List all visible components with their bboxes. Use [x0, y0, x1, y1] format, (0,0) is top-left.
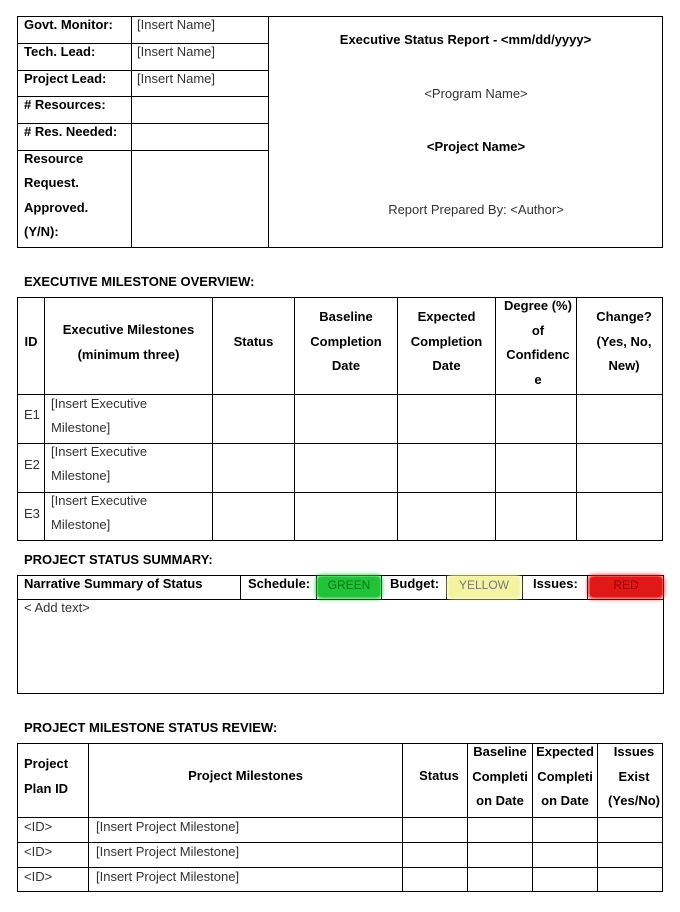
- col-header-line: Baseline: [473, 744, 527, 759]
- col-header-change: [577, 305, 671, 379]
- col-header-plan-id: [24, 752, 88, 801]
- review-row-milestone[interactable]: [Insert Project Milestone]: [96, 844, 240, 859]
- review-row-milestone[interactable]: [Insert Project Milestone]: [96, 819, 240, 834]
- review-row-id: <ID>: [24, 819, 53, 834]
- report-title: Executive Status Report - <mm/dd/yyyy>: [339, 32, 592, 47]
- add-text-field[interactable]: < Add text>: [24, 600, 90, 615]
- exec-milestone-heading: EXECUTIVE MILESTONE OVERVIEW:: [24, 274, 255, 289]
- col-header-issues-exist: [598, 740, 670, 814]
- divider: [522, 575, 523, 599]
- divider: [17, 599, 664, 600]
- cell-line: [Insert Executive: [51, 444, 148, 459]
- resource-request-label-2: Request.: [24, 175, 79, 190]
- exec-row-id: E3: [24, 506, 40, 521]
- divider: [381, 575, 382, 599]
- exec-row-milestone[interactable]: [51, 489, 147, 537]
- col-header-expected: [533, 740, 597, 814]
- narrative-label: Narrative Summary of Status: [24, 576, 203, 591]
- col-header-line: Expected: [417, 309, 476, 324]
- cell-line: Milestone]: [51, 420, 111, 435]
- cell-line: [Insert Executive: [51, 396, 148, 411]
- col-header-line: of: [531, 322, 545, 338]
- program-name[interactable]: <Program Name>: [424, 86, 528, 101]
- cell-line: [Insert Executive: [51, 493, 148, 508]
- col-header-status: Status: [419, 768, 459, 783]
- col-header-line: Project: [24, 756, 69, 771]
- project-lead-value[interactable]: [Insert Name]: [137, 71, 216, 86]
- milestone-review-heading: PROJECT MILESTONE STATUS REVIEW:: [24, 720, 278, 735]
- govt-monitor-value[interactable]: [Insert Name]: [137, 17, 216, 32]
- review-row-id: <ID>: [24, 869, 53, 884]
- prepared-by[interactable]: Report Prepared By: <Author>: [388, 202, 564, 217]
- col-header-degree: [496, 294, 580, 392]
- col-header-line: New): [608, 358, 640, 373]
- col-header-baseline: [468, 740, 532, 814]
- resources-label: # Resources:: [24, 97, 106, 112]
- col-header-baseline: [295, 305, 397, 379]
- exec-row-milestone[interactable]: [51, 392, 147, 440]
- col-header-line: Completi: [472, 768, 528, 784]
- res-needed-label: # Res. Needed:: [24, 124, 118, 139]
- cell-line: Milestone]: [51, 517, 111, 532]
- col-header-line: Date: [331, 358, 361, 373]
- col-header-line: (Yes, No,: [596, 333, 652, 349]
- col-header-line: (Yes/No): [607, 793, 660, 808]
- col-header-status: Status: [233, 334, 274, 349]
- col-header-line: Issues: [613, 744, 655, 759]
- project-lead-label: Project Lead:: [24, 71, 107, 86]
- budget-status-badge[interactable]: YELLOW: [449, 577, 519, 597]
- col-header-line: Exist: [618, 768, 650, 784]
- col-header-line: Baseline: [319, 309, 373, 324]
- schedule-status-badge[interactable]: GREEN: [318, 577, 380, 597]
- tech-lead-label: Tech. Lead:: [24, 44, 96, 59]
- col-header-line: Degree (%): [504, 298, 572, 313]
- divider: [240, 575, 241, 599]
- divider: [131, 16, 132, 248]
- divider: [17, 867, 663, 868]
- exec-row-id: E1: [24, 407, 40, 422]
- col-header-line: Date: [432, 358, 461, 373]
- col-header-line: Completion: [310, 333, 382, 349]
- resource-request-label-1: Resource: [24, 151, 84, 166]
- col-header-line: Completion: [410, 333, 483, 349]
- issues-label: Issues:: [533, 576, 578, 591]
- divider: [446, 575, 447, 599]
- exec-row-id: E2: [24, 457, 40, 472]
- col-header-line: Executive Milestones: [62, 322, 195, 337]
- col-header-line: e: [534, 371, 542, 387]
- divider: [316, 575, 317, 599]
- divider: [587, 575, 588, 599]
- col-header-line: Expected: [536, 744, 594, 759]
- col-header-expected: [398, 305, 495, 379]
- project-name[interactable]: <Project Name>: [426, 139, 526, 154]
- review-row-milestone[interactable]: [Insert Project Milestone]: [96, 869, 240, 884]
- govt-monitor-label: Govt. Monitor:: [24, 17, 113, 32]
- col-header-project-milestones: Project Milestones: [188, 768, 303, 783]
- review-row-id: <ID>: [24, 844, 53, 859]
- col-header-line: Completi: [537, 768, 593, 784]
- col-header-line: Confidenc: [506, 347, 570, 362]
- col-header-id: ID: [24, 334, 38, 349]
- issues-status-badge[interactable]: RED: [590, 577, 662, 597]
- exec-row-milestone[interactable]: [51, 440, 147, 488]
- resource-request-label-4: (Y/N):: [24, 224, 59, 239]
- col-header-line: Plan ID: [24, 780, 69, 796]
- cell-line: Milestone]: [51, 468, 111, 483]
- col-header-exec-milestones: [45, 318, 212, 367]
- resource-request-label-3: Approved.: [24, 200, 89, 215]
- budget-label: Budget:: [390, 576, 440, 591]
- status-summary-heading: PROJECT STATUS SUMMARY:: [24, 552, 213, 567]
- schedule-label: Schedule:: [248, 576, 311, 591]
- col-header-line: Change?: [596, 309, 652, 324]
- tech-lead-value[interactable]: [Insert Name]: [137, 44, 216, 59]
- col-header-line: on Date: [541, 793, 589, 808]
- col-header-line: on Date: [476, 793, 524, 808]
- divider: [17, 842, 663, 843]
- divider: [17, 817, 663, 818]
- col-header-line: (minimum three): [77, 346, 180, 362]
